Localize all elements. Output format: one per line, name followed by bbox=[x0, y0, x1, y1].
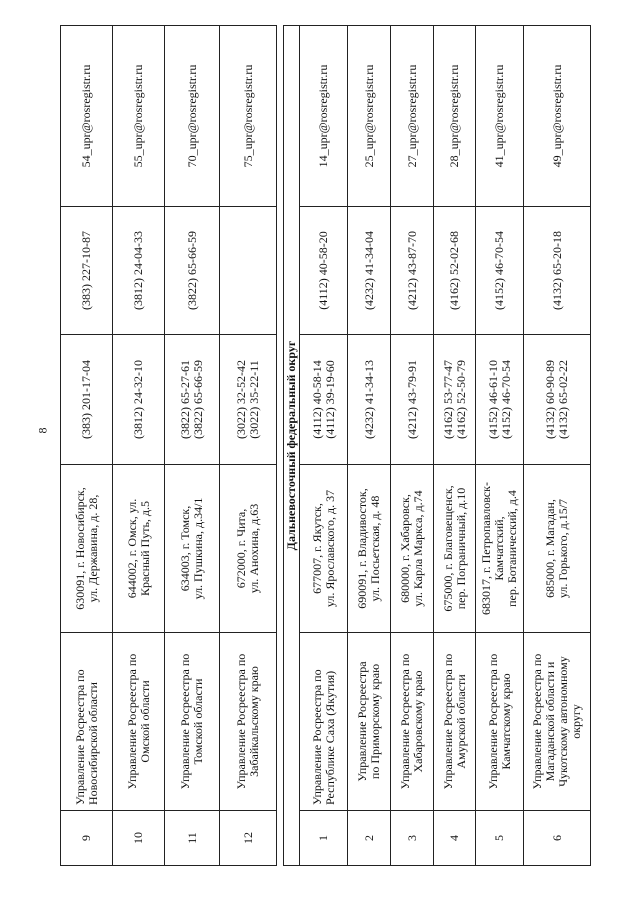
table-row bbox=[61, 26, 113, 866]
office-email[interactable]: 70_upr@rosregistr.ru bbox=[165, 26, 220, 207]
office-address: 683017, г. Петропавловск- Камчатский, пер. Ботанический, д.4 bbox=[476, 465, 524, 633]
rotated-page bbox=[60, 26, 583, 866]
office-email[interactable]: 49_upr@rosregistr.ru bbox=[524, 26, 591, 207]
office-phones: (4152) 46-61-10 (4152) 46-70-54 bbox=[476, 335, 524, 465]
office-fax: (4112) 40-58-20 bbox=[300, 207, 348, 335]
office-phones: (4112) 40-58-14 (4112) 39-19-60 bbox=[300, 335, 348, 465]
office-name: Управление Росреестра по Камчатскому краю bbox=[476, 633, 524, 811]
office-address: 677007, г. Якутск, ул. Ярославского, д. 37 bbox=[300, 465, 348, 633]
office-email[interactable]: 75_upr@rosregistr.ru bbox=[220, 26, 277, 207]
table-row bbox=[524, 26, 591, 866]
row-number: 5 bbox=[476, 811, 524, 866]
office-name: Управление Росреестра по Республике Саха (Якутия) bbox=[300, 633, 348, 811]
office-address: 634003, г. Томск, ул. Пушкина, д.34/1 bbox=[165, 465, 220, 633]
row-number: 11 bbox=[165, 811, 220, 866]
table-row bbox=[220, 26, 277, 866]
office-name: Управление Росреестра по Амурской области bbox=[434, 633, 476, 811]
office-phones: (4162) 53-77-47 (4162) 52-50-79 bbox=[434, 335, 476, 465]
table-row bbox=[434, 26, 476, 866]
office-fax: (3822) 65-66-59 bbox=[165, 207, 220, 335]
row-number: 10 bbox=[113, 811, 165, 866]
office-email[interactable]: 28_upr@rosregistr.ru bbox=[434, 26, 476, 207]
row-number: 2 bbox=[348, 811, 391, 866]
office-phones: (3812) 24-32-10 bbox=[113, 335, 165, 465]
office-email[interactable]: 25_upr@rosregistr.ru bbox=[348, 26, 391, 207]
office-name: Управление Росреестра по Томской области bbox=[165, 633, 220, 811]
office-address: 644002, г. Омск, ул. Красный Путь, д.5 bbox=[113, 465, 165, 633]
office-address: 630091, г. Новосибирск, ул. Державина, д. 28, bbox=[61, 465, 113, 633]
row-number: 9 bbox=[61, 811, 113, 866]
office-name: Управление Росреестра по Хабаровскому краю bbox=[391, 633, 434, 811]
table-row bbox=[391, 26, 434, 866]
office-name: Управление Росреестра по Магаданской области и Чукотскому автономному округу bbox=[524, 633, 591, 811]
section-title: Дальневосточный федеральный округ bbox=[284, 26, 300, 866]
row-number: 3 bbox=[391, 811, 434, 866]
section-header bbox=[284, 26, 300, 866]
office-phones: (3022) 32-52-42 (3022) 35-22-11 bbox=[220, 335, 277, 465]
office-email[interactable]: 55_upr@rosregistr.ru bbox=[113, 26, 165, 207]
office-address: 675000, г. Благовещенск, пер. Пограничный, д.10 bbox=[434, 465, 476, 633]
office-phones: (4232) 41-34-13 bbox=[348, 335, 391, 465]
office-address: 680000, г. Хабаровск, ул. Карла Маркса, д.74 bbox=[391, 465, 434, 633]
office-email[interactable]: 41_upr@rosregistr.ru bbox=[476, 26, 524, 207]
page-number: 8 bbox=[35, 427, 50, 434]
office-phones: (4212) 43-79-91 bbox=[391, 335, 434, 465]
office-address: 685000, г. Магадан, ул. Горького, д.15/7 bbox=[524, 465, 591, 633]
row-number: 4 bbox=[434, 811, 476, 866]
office-fax: (4232) 41-34-04 bbox=[348, 207, 391, 335]
row-number: 12 bbox=[220, 811, 277, 866]
table-gap bbox=[277, 26, 284, 866]
row-number: 1 bbox=[300, 811, 348, 866]
office-fax: (3812) 24-04-33 bbox=[113, 207, 165, 335]
office-fax: (4132) 65-20-18 bbox=[524, 207, 591, 335]
office-phones: (3822) 65-27-61 (3822) 65-66-59 bbox=[165, 335, 220, 465]
table-row bbox=[348, 26, 391, 866]
office-email[interactable]: 14_upr@rosregistr.ru bbox=[300, 26, 348, 207]
office-fax: (4162) 52-02-68 bbox=[434, 207, 476, 335]
office-address: 690091, г. Владивосток, ул. Посьетская, д. 48 bbox=[348, 465, 391, 633]
office-fax: (4152) 46-70-54 bbox=[476, 207, 524, 335]
offices-table bbox=[60, 25, 591, 866]
office-name: Управление Росреестра по Омской области bbox=[113, 633, 165, 811]
table-row bbox=[476, 26, 524, 866]
office-phones: (4132) 60-90-89 (4132) 65-02-22 bbox=[524, 335, 591, 465]
office-name: Управление Росреестра по Приморскому краю bbox=[348, 633, 391, 811]
office-fax: (4212) 43-87-70 bbox=[391, 207, 434, 335]
office-email[interactable]: 54_upr@rosregistr.ru bbox=[61, 26, 113, 207]
office-name: Управление Росреестра по Забайкальскому краю bbox=[220, 633, 277, 811]
office-phones: (383) 201-17-04 bbox=[61, 335, 113, 465]
office-address: 672000, г. Чита, ул. Анохина, д.63 bbox=[220, 465, 277, 633]
office-fax bbox=[220, 207, 277, 335]
table-row bbox=[165, 26, 220, 866]
row-number: 6 bbox=[524, 811, 591, 866]
office-email[interactable]: 27_upr@rosregistr.ru bbox=[391, 26, 434, 207]
office-name: Управление Росреестра по Новосибирской области bbox=[61, 633, 113, 811]
office-fax: (383) 227-10-87 bbox=[61, 207, 113, 335]
table-row bbox=[300, 26, 348, 866]
table-row bbox=[113, 26, 165, 866]
